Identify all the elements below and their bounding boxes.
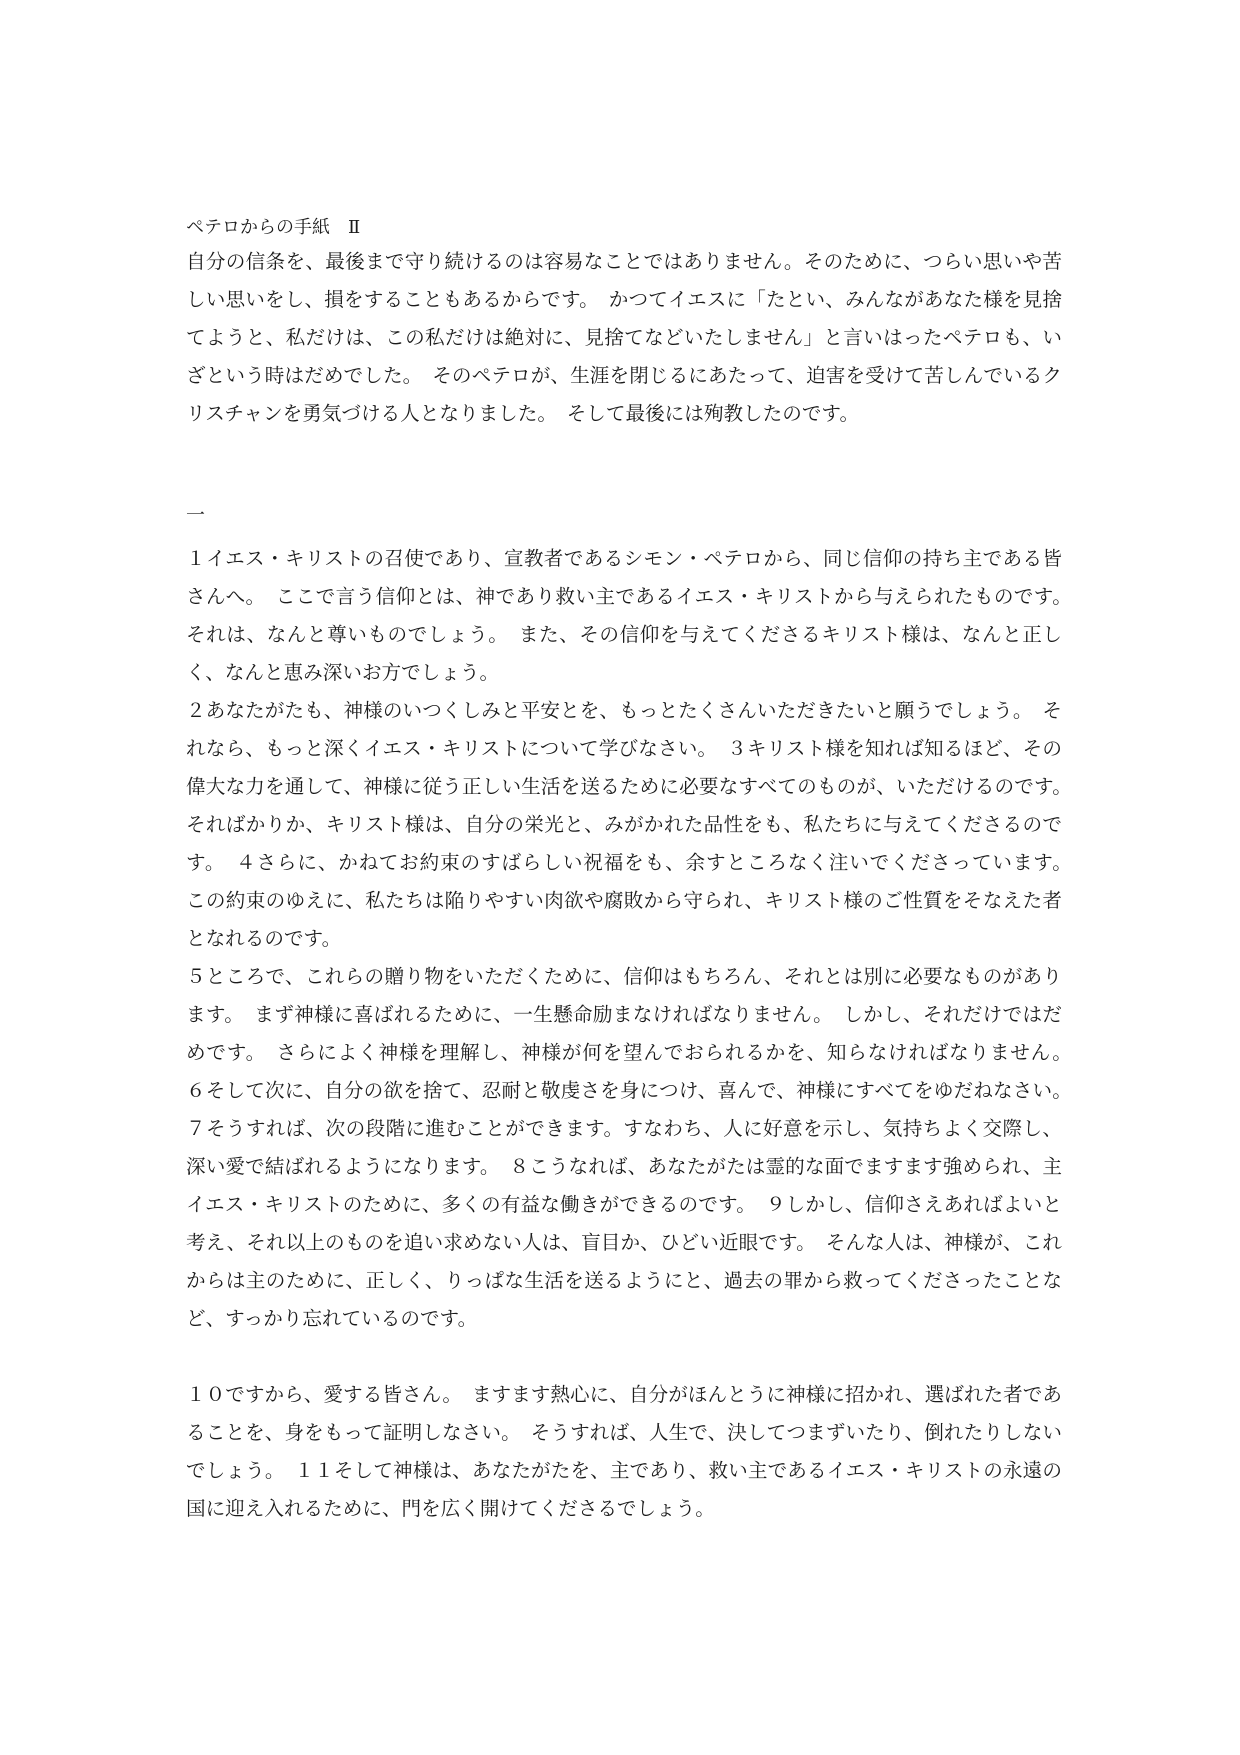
document-page xyxy=(186,0,1082,1755)
verse-paragraph-4: １０ですから、愛する皆さん。 ますます熱心に、自分がほんとうに神様に招かれ、選ばれた者であることを、身をもって証明しなさい。 そうすれば、人生で、決してつまずいたり、倒れたりしないでしょう。 １１そして神様は、あなたがたを、主であり、救い主であるイエス・キリストの永遠の国に迎え入れるために、門を広く開けてくださるでしょう。 xyxy=(186,1383,1062,1520)
document-title: ペテロからの手紙 Ⅱ xyxy=(186,217,361,238)
chapter-number: 一 xyxy=(186,504,206,526)
verse-paragraph-3: ５ところで、これらの贈り物をいただくために、信仰はもちろん、それとは別に必要なものがあります。 まず神様に喜ばれるために、一生懸命励まなければなりません。 しかし、それだけではだめです。 さらによく神様を理解し、神様が何を望んでおられるかを、知らなければなりません。 ６そして次に、自分の欲を捨て、忍耐と敬虔さを身につけ、喜んで、神様にすべてをゆだねなさい。 ７そうすれば、次の段階に進むことができます。すなわち、人に好意を示し、気持ちよく交際し、深い愛で結ばれるようになります。 ８こうなれば、あなたがたは霊的な面でますます強められ、主イエス・キリストのために、多くの有益な働きができるのです。 ９しかし、信仰さえあればよいと考え、それ以上のものを追い求めない人は、盲目か、ひどい近眼です。 そんな人は、神様が、これからは主のために、正しく、りっぱな生活を送るようにと、過去の罪から救ってくださったことなど、すっかり忘れているのです。 xyxy=(186,965,1082,1330)
verse-paragraph-1: １イエス・キリストの召使であり、宣教者であるシモン・ペテロから、同じ信仰の持ち主である皆さんへ。 ここで言う信仰とは、神であり救い主であるイエス・キリストから与えられたものです。 それは、なんと尊いものでしょう。 また、その信仰を与えてくださるキリスト様は、なんと正しく、なんと恵み深いお方でしょう。 xyxy=(186,547,1082,684)
verse-paragraph-2: ２あなたがたも、神様のいつくしみと平安とを、もっとたくさんいただきたいと願うでしょう。 それなら、もっと深くイエス・キリストについて学びなさい。 ３キリスト様を知れば知るほど、その偉大な力を通して、神様に従う正しい生活を送るために必要なすべてのものが、いただけるのです。 そればかりか、キリスト様は、自分の栄光と、みがかれた品性をも、私たちに与えてくださるのです。 ４さらに、かねてお約束のすばらしい祝福をも、余すところなく注いでくださっています。 この約束のゆえに、私たちは陥りやすい肉欲や腐敗から守られ、キリスト様のご性質をそなえた者となれるのです。 xyxy=(186,699,1082,950)
intro-paragraph: 自分の信条を、最後まで守り続けるのは容易なことではありません。そのために、つらい思いや苦しい思いをし、損をすることもあるからです。 かつてイエスに「たとい、みんながあなた様を見捨てようと、私だけは、この私だけは絶対に、見捨てなどいたしません」と言いはったペテロも、いざという時はだめでした。 そのペテロが、生涯を閉じるにあたって、迫害を受けて苦しんでいるクリスチャンを勇気づける人となりました。 そして最後には殉教したのです。 xyxy=(186,250,1062,425)
